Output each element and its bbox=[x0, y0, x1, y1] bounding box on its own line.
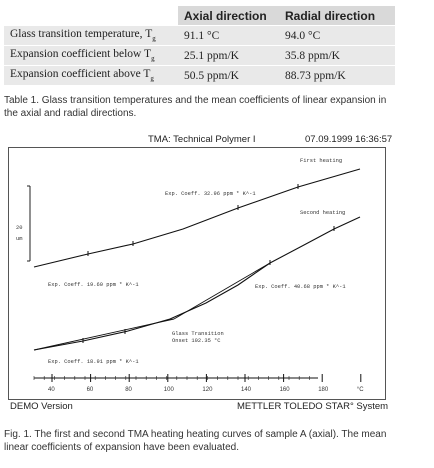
coeff-lower-second: Exp. Coeff. 18.91 ppm * K^-1 bbox=[48, 359, 139, 365]
table-row bbox=[4, 46, 395, 66]
figure-timestamp: 07.09.1999 16:36:57 bbox=[305, 134, 393, 145]
table-row bbox=[4, 26, 395, 46]
x-tick-label: 80 bbox=[125, 387, 132, 393]
row-label: Glass transition temperature, $T_g$ bbox=[4, 26, 178, 46]
table-header-radial: Radial direction bbox=[279, 6, 395, 26]
x-tick-label: 140 bbox=[241, 387, 252, 393]
tangent-line-lower bbox=[34, 319, 174, 350]
radial-value: 35.8 ppm/K bbox=[279, 46, 395, 66]
axial-value: 50.5 ppm/K bbox=[178, 66, 279, 86]
radial-value: 88.73 ppm/K bbox=[279, 66, 395, 86]
coeff-upper-second: Exp. Coeff. 40.68 ppm * K^-1 bbox=[255, 284, 346, 290]
x-tick-label: 160 bbox=[279, 387, 290, 393]
second-heating-label: Second heating bbox=[300, 210, 346, 216]
glass-transition-label: Glass Transition bbox=[172, 331, 224, 337]
figure-footer-demo: DEMO Version bbox=[10, 401, 73, 412]
radial-value: 94.0 °C bbox=[279, 26, 395, 46]
tma-plot bbox=[8, 147, 386, 400]
onset-label: Onset 102.35 °C bbox=[172, 338, 221, 344]
x-tick-label: 100 bbox=[163, 387, 174, 393]
tma-figure bbox=[8, 134, 394, 412]
table-row bbox=[4, 66, 395, 86]
table-header-axial: Axial direction bbox=[178, 6, 279, 26]
coeff-upper-first: Exp. Coeff. 32.96 ppm * K^-1 bbox=[165, 191, 256, 197]
coeff-lower-first: Exp. Coeff. 19.60 ppm * K^-1 bbox=[48, 282, 139, 288]
x-tick-label: 120 bbox=[202, 387, 213, 393]
scale-value: 20 bbox=[16, 225, 23, 231]
table-header-empty bbox=[4, 6, 178, 26]
scale-unit: um bbox=[16, 236, 23, 242]
scale-bar bbox=[16, 186, 30, 261]
tangent-line-upper bbox=[174, 263, 270, 319]
x-axis-ticks bbox=[34, 374, 364, 393]
row-label: Expansion coefficient below $T_g$ bbox=[4, 46, 178, 66]
table-caption: Table 1. Glass transition temperatures and the mean coefficients of linear expansion in the axial and radial directions. bbox=[4, 95, 387, 119]
first-heating-curve bbox=[34, 169, 360, 267]
x-tick-label: 40 bbox=[48, 387, 55, 393]
properties-table bbox=[4, 6, 395, 86]
first-heating-label: First heating bbox=[300, 158, 343, 164]
row-label: Expansion coefficient above $T_g$ bbox=[4, 66, 178, 86]
x-tick-label: 180 bbox=[318, 387, 329, 393]
axial-value: 91.1 °C bbox=[178, 26, 279, 46]
figure-footer-brand: METTLER TOLEDO STAR° System bbox=[237, 401, 389, 412]
figure-caption: Fig. 1. The first and second TMA heating heating curves of sample A (axial). The mean linear coefficients of expansion have been evaluated. bbox=[4, 429, 387, 453]
x-tick-label: 60 bbox=[86, 387, 94, 393]
axial-value: 25.1 ppm/K bbox=[178, 46, 279, 66]
figure-title: TMA: Technical Polymer I bbox=[148, 134, 256, 145]
x-tick-label: °C bbox=[356, 387, 364, 393]
